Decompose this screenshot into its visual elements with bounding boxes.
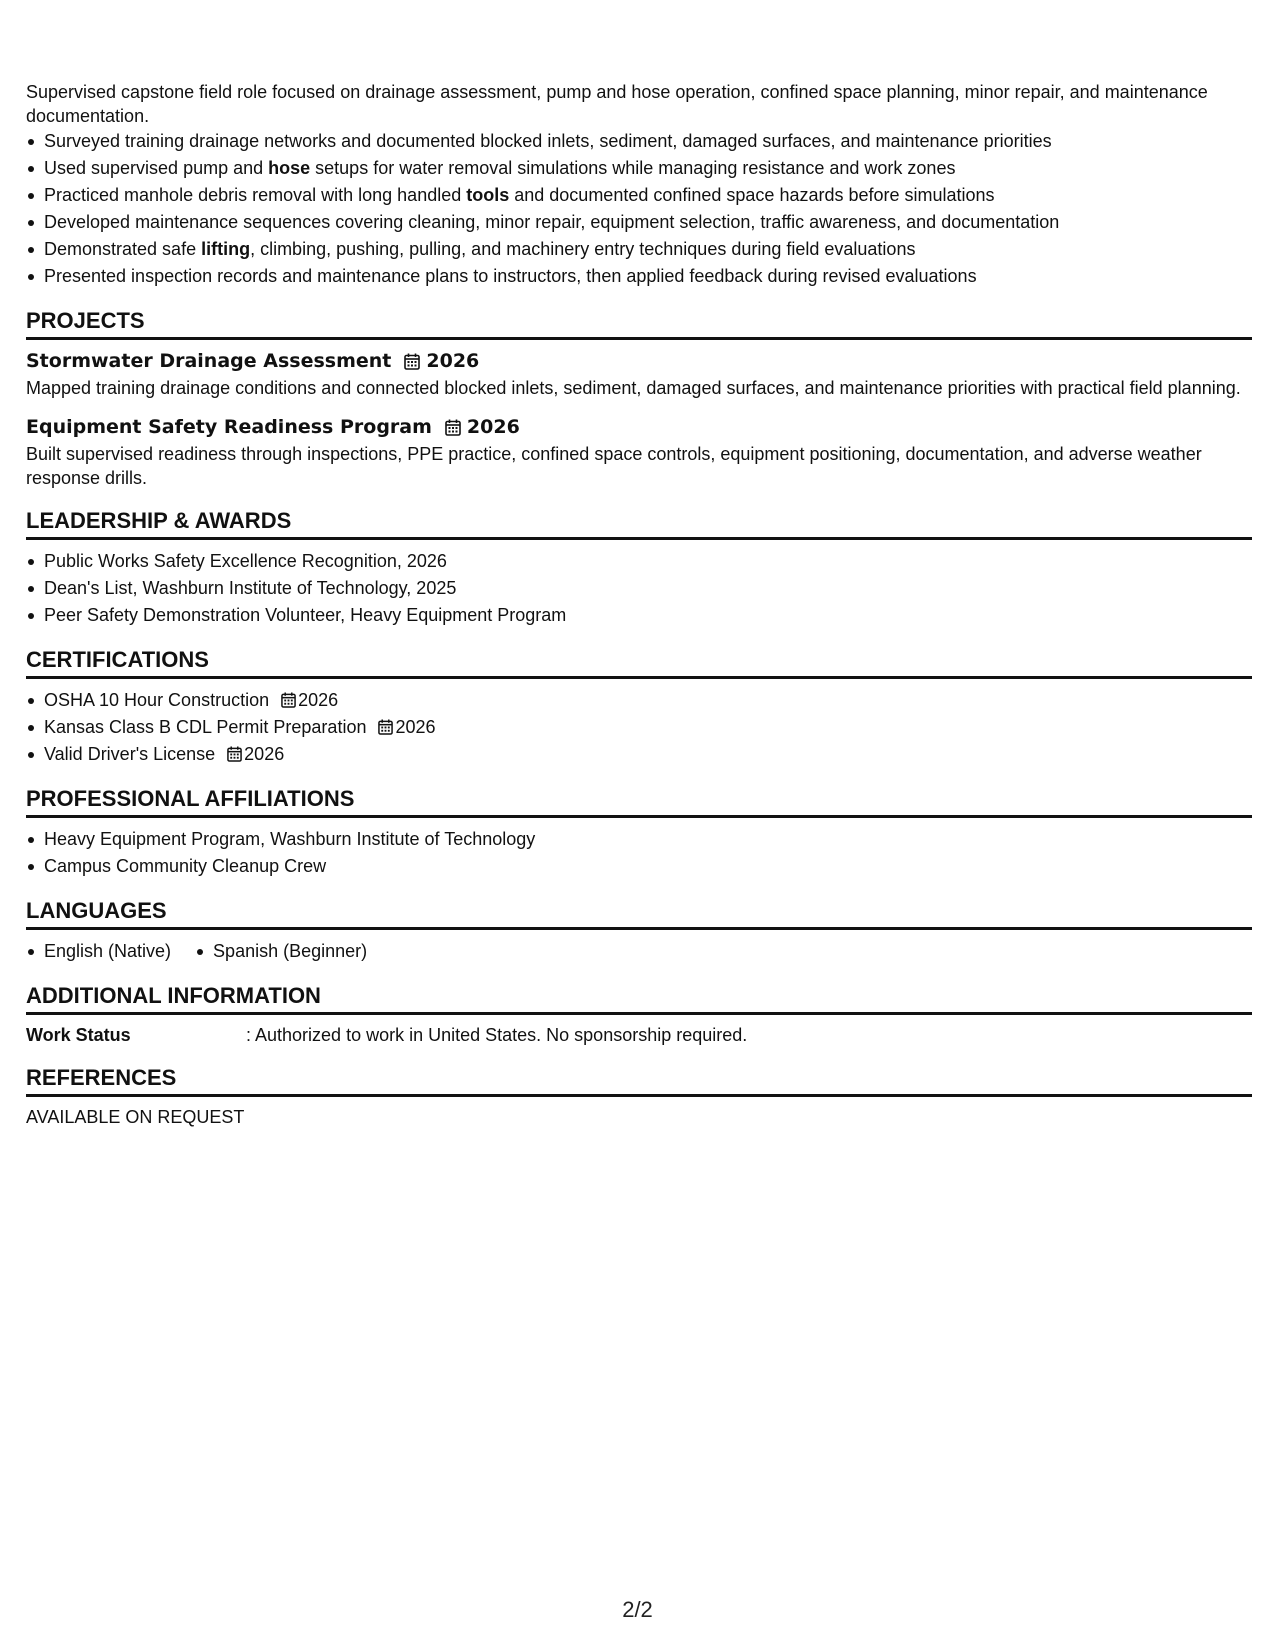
cert-name: OSHA 10 Hour Construction (44, 690, 270, 710)
languages-list (26, 938, 1252, 965)
section-title: REFERENCES (26, 1065, 1252, 1097)
section-title: ADDITIONAL INFORMATION (26, 983, 1252, 1015)
project-heading (26, 414, 1252, 440)
section-title: PROJECTS (26, 308, 1252, 340)
certifications-section (26, 647, 1252, 768)
calendar-icon (227, 746, 242, 762)
work-status-value: : Authorized to work in United States. No sponsorship required. (246, 1025, 748, 1045)
cert-name: Valid Driver's License (44, 744, 216, 764)
cert-date: 2026 (244, 744, 285, 764)
list-item: Used supervised pump and hose setups for water removal simulations while managing resistance and work zones (26, 155, 1252, 182)
languages-section (26, 898, 1252, 965)
cert-date: 2026 (395, 717, 436, 737)
references-text: AVAILABLE ON REQUEST (26, 1107, 245, 1127)
calendar-icon (445, 419, 461, 436)
additional-section (26, 983, 1252, 1047)
affiliations-section (26, 786, 1252, 880)
list-item: Public Works Safety Excellence Recognition, 2026 (26, 548, 1252, 575)
section-title: PROFESSIONAL AFFILIATIONS (26, 786, 1252, 818)
project-name: Equipment Safety Readiness Program (26, 416, 432, 438)
cert-date: 2026 (298, 690, 339, 710)
page-number: 2/2 (622, 1597, 653, 1622)
work-status-row (26, 1023, 1252, 1047)
list-item: Practiced manhole debris removal with long handled tools and documented confined space hazards before simulations (26, 182, 1252, 209)
section-title: LANGUAGES (26, 898, 1252, 930)
awards-section (26, 508, 1252, 629)
resume-page (26, 80, 1252, 1129)
project-description: Mapped training drainage conditions and connected blocked inlets, sediment, damaged surfaces, and maintenance priorities with practical field planning. (26, 378, 1241, 398)
calendar-icon (404, 353, 420, 370)
projects-section (26, 308, 1252, 490)
list-item: Demonstrated safe lifting, climbing, pushing, pulling, and machinery entry techniques during field evaluations (26, 236, 1252, 263)
list-item: Developed maintenance sequences covering cleaning, minor repair, equipment selection, traffic awareness, and documentation (26, 209, 1252, 236)
list-item: Peer Safety Demonstration Volunteer, Heavy Equipment Program (26, 602, 1252, 629)
project-date: 2026 (466, 416, 520, 438)
project-name: Stormwater Drainage Assessment (26, 350, 392, 372)
list-item: Heavy Equipment Program, Washburn Institute of Technology (26, 826, 1252, 853)
list-item (26, 687, 1252, 714)
experience-intro: Supervised capstone field role focused on drainage assessment, pump and hose operation, confined space planning, minor repair, and maintenance documentation. (26, 82, 1208, 126)
references-section (26, 1065, 1252, 1129)
affiliations-list (26, 826, 1252, 880)
section-title: LEADERSHIP & AWARDS (26, 508, 1252, 540)
list-item (26, 714, 1252, 741)
section-title: CERTIFICATIONS (26, 647, 1252, 679)
list-item: English (Native) (26, 938, 171, 965)
calendar-icon (378, 719, 393, 735)
project-date: 2026 (426, 350, 480, 372)
list-item (26, 741, 1252, 768)
project-heading (26, 348, 1252, 374)
cert-name: Kansas Class B CDL Permit Preparation (44, 717, 367, 737)
awards-list (26, 548, 1252, 629)
list-item: Surveyed training drainage networks and documented blocked inlets, sediment, damaged surfaces, and maintenance priorities (26, 128, 1252, 155)
work-status-label: Work Status (26, 1025, 131, 1045)
experience-bullets (26, 128, 1252, 290)
project-description: Built supervised readiness through inspections, PPE practice, confined space controls, equipment positioning, documentation, and adverse weather response drills. (26, 444, 1202, 488)
list-item: Spanish (Beginner) (195, 938, 367, 965)
list-item: Presented inspection records and maintenance plans to instructors, then applied feedback during revised evaluations (26, 263, 1252, 290)
certifications-list (26, 687, 1252, 768)
list-item: Dean's List, Washburn Institute of Technology, 2025 (26, 575, 1252, 602)
calendar-icon (281, 692, 296, 708)
list-item: Campus Community Cleanup Crew (26, 853, 1252, 880)
